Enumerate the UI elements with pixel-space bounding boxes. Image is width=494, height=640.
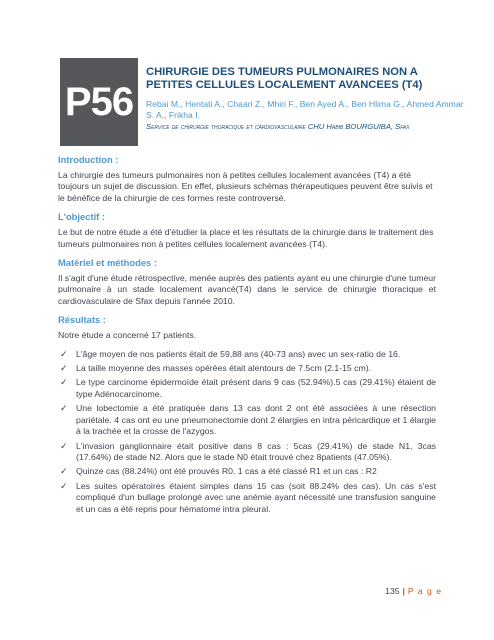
checkmark-icon: ✓ <box>60 466 68 477</box>
list-item-text: Le type carcinome épidermoïde était présent dans 9 cas (52.94%).5 cas (29.41%) étaient de type Adénocarcinome. <box>76 377 436 399</box>
checkmark-icon: ✓ <box>60 440 68 451</box>
list-item-text: L'invasion ganglionnaire était positive dans 8 cas : 5cas (29.41%) de stade N1, 3cas (17.64%) de stade N2. Alors que le stade N0 était trouvé chez 8patients (47.05%). <box>76 440 436 462</box>
introduction-heading: Introduction : <box>58 154 119 165</box>
footer-separator: | <box>402 586 405 596</box>
list-item <box>58 403 436 437</box>
checkmark-icon: ✓ <box>60 363 68 374</box>
checkmark-icon: ✓ <box>60 348 68 359</box>
list-item <box>58 363 436 374</box>
poster-number-badge: P56 <box>60 58 138 146</box>
results-list <box>58 349 436 515</box>
list-item-text: Les suites opératoires étaient simples dans 15 cas (soit 88.24% des cas). Un cas s'est compliqué d'un bullage prolongé avec une anémie ayant nécessité une transfusion sanguine et un cas a été repris pour hématome intra pleural. <box>76 480 436 514</box>
page-label: P a g e <box>407 586 442 596</box>
list-item-text: L'âge moyen de nos patients était de 59,88 ans (40-73 ans) avec un sex-ratio de 16. <box>76 348 401 359</box>
list-item <box>58 481 436 515</box>
affiliation: Service de chirurgie thoracique et cardiovasculaire CHU Habib BOURGUIBA, Sfax <box>146 122 410 131</box>
page-number: 135 <box>385 586 400 596</box>
article-title: CHIRURGIE DES TUMEURS PULMONAIRES NON A PETITES CELLULES LOCALEMENT AVANCEES (T4) <box>146 66 423 91</box>
list-item-text: La taille moyenne des masses opérées était alentours de 7.5cm (2.1-15 cm). <box>76 363 372 374</box>
article-body <box>58 154 436 518</box>
checkmark-icon: ✓ <box>60 403 68 414</box>
checkmark-icon: ✓ <box>60 480 68 491</box>
objective-heading: L'objectif : <box>58 211 106 223</box>
list-item <box>58 466 436 477</box>
page-footer <box>385 586 442 596</box>
list-item-text: Quinze cas (88.24%) ont été prouvés R0. 1 cas a été classé R1 et un cas : R2 <box>76 466 377 477</box>
objective-text: Le but de notre étude a été d'étudier la place et les résultats de la chirurgie dans le traitement des tumeurs pulmonaires non à petites cellules localement avancées (T4). <box>58 227 434 249</box>
list-item <box>58 349 436 360</box>
methods-text: Il s'agit d'une étude rétrospective, menée auprès des patients ayant eu une chirurgie d'une tumeur pulmonaire à un stade localement avancé(T4) dans le service de chirurgie thoracique et cardiovasculaire de Sfax depuis l'année 2010. <box>58 273 436 306</box>
list-item <box>58 441 436 464</box>
checkmark-icon: ✓ <box>60 377 68 388</box>
results-intro-text: Notre étude a concerné 17 patients. <box>58 330 197 341</box>
list-item <box>58 377 436 400</box>
list-item-text: Une lobectomie a été pratiquée dans 13 cas dont 2 ont été associées à une résection pariétale. 4 cas ont eu une pneumonectomie dont 2 élargies en intra péricardique et 1 élargie à la trachée et la crosse de l'azygos. <box>76 403 436 437</box>
methods-heading: Matériel et méthodes : <box>58 257 157 269</box>
introduction-text: La chirurgie des tumeurs pulmonaires non à petites cellules localement avancées (T4) a été toujours un sujet de discussion. En effet, plusieurs schémas thérapeutiques peuvent être suivis et le bénéfice de la chirurgie de ces formes reste controversé. <box>58 170 433 203</box>
author-list: Rebai M., Hentati A., Chaari Z., Mhiri F., Ben Ayed A., Ben Hlima G., Ahmed Ammar S. A., Frikha I. <box>146 99 464 120</box>
results-heading: Résultats : <box>58 314 106 326</box>
